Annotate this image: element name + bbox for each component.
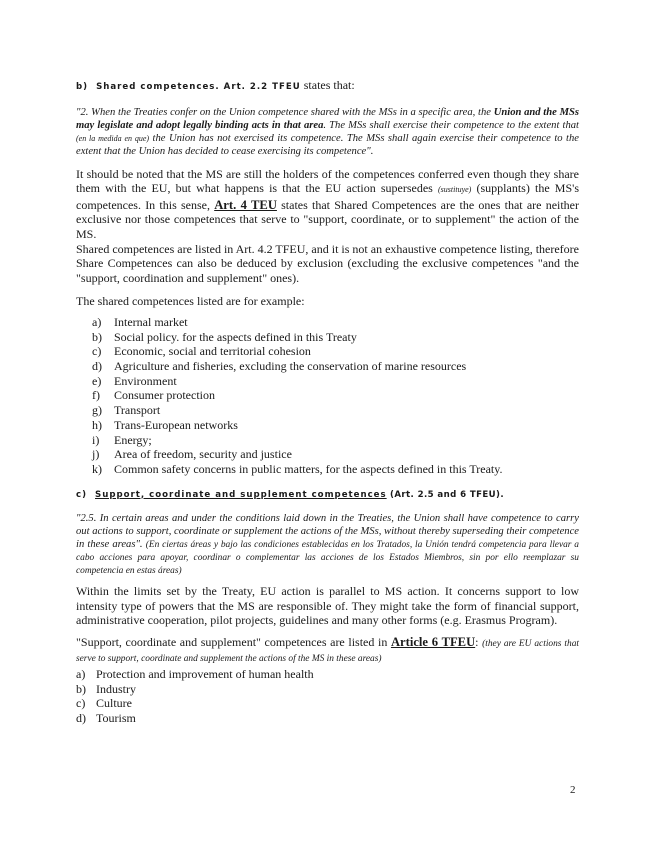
section-c-marker: c) — [76, 489, 88, 500]
list-marker: c) — [76, 696, 86, 711]
paragraph-article-6 — [76, 635, 579, 665]
section-c-tail: (Art. 2.5 and 6 TFEU). — [386, 489, 505, 500]
list-item-text: Protection and improvement of human health — [96, 667, 314, 682]
quote-c-spanish: (En ciertas áreas y bajo las condiciones establecidas en los Tratados, la Unión tendrá competencia para llevar a cabo acciones para apoyar, coordinar o complementar las acciones de los Estados Miembros, sin por ello reemplazar su competencia en estas áreas) — [76, 540, 579, 577]
list-marker: h) — [92, 417, 102, 432]
quote-b-aside: (en la medida en que) — [76, 133, 150, 143]
para4-colon: : — [475, 635, 483, 650]
section-c-title: Support, coordinate and supplement competences — [95, 489, 387, 500]
shared-competence-item — [92, 315, 579, 330]
quote-b-part1: "2. When the Treaties confer on the Union competence shared with the MSs in a specific area, the — [76, 106, 494, 118]
support-competence-item — [76, 667, 579, 682]
list-marker: b) — [92, 329, 102, 344]
list-marker: c) — [92, 344, 102, 359]
list-item-text: Internal market — [114, 314, 188, 329]
para4-text1: "Support, coordinate and supplement" competences are listed in — [76, 635, 391, 650]
list-marker: a) — [76, 667, 86, 682]
quote-c-main: "2.5. In certain areas and under the conditions laid down in the Treaties, the Union shall have competence to carry out actions to support, coordinate or supplement the actions of the MSs, without thereby superseding their competence in these areas". — [76, 513, 579, 551]
support-competence-item — [76, 682, 579, 697]
para4-aside: (they are EU actions that serve to support, coordinate and supplement the actions of the MS in these areas) — [76, 639, 579, 665]
shared-competence-item — [92, 344, 579, 359]
shared-competence-item — [92, 447, 579, 462]
list-item-text: Economic, social and territorial cohesion — [114, 344, 311, 359]
list-marker: g) — [92, 403, 102, 418]
section-b-marker: b) — [76, 82, 89, 92]
list-item-text: Area of freedom, security and justice — [114, 447, 292, 462]
page-number: 2 — [570, 784, 576, 796]
list-marker: b) — [76, 681, 86, 696]
support-competence-item — [76, 696, 579, 711]
quote-b-part3: the Union has not exercised its competence. The MSs shall again exercise their competence to the extent that the Union has decided to cease exercising its competence". — [76, 132, 579, 157]
list-item-text: Industry — [96, 681, 136, 696]
list-item-text: Transport — [114, 403, 161, 418]
list-item-text: Tourism — [96, 711, 136, 726]
shared-competence-item — [92, 388, 579, 403]
list-item-text: Consumer protection — [114, 388, 215, 403]
list-marker: f) — [92, 388, 100, 403]
list-item-text: Trans-European networks — [114, 417, 238, 432]
paragraph-shared-listed: Shared competences are listed in Art. 4.2 TFEU, and it is not an exhaustive competence listing, therefore Share Competences can also be deduced by exclusion (excluding the exclusive competences "and the "support, coordination and supplement" ones). — [76, 241, 579, 285]
list-item-text: Energy; — [114, 432, 152, 447]
section-c-heading — [76, 488, 579, 503]
list-item-text: Agriculture and fisheries, excluding the conservation of marine resources — [114, 359, 467, 374]
quote-b-part2: . The MSs shall exercise their competence to the extent that — [323, 119, 579, 131]
shared-list-intro: The shared competences listed are for example: — [76, 294, 305, 309]
para1-aside: (sustituye) — [438, 185, 472, 195]
page-content — [76, 70, 579, 726]
list-item-text: Common safety concerns in public matters, for the aspects defined in this Treaty. — [114, 461, 503, 476]
para1-text2: (supplants) the MS's competences. In this sense, — [76, 181, 579, 212]
list-marker: d) — [76, 711, 86, 726]
section-b-suffix: states that: — [300, 78, 355, 92]
quote-art-2-2 — [76, 106, 579, 158]
shared-competence-item — [92, 359, 579, 374]
list-marker: i) — [92, 432, 100, 447]
shared-competence-item — [92, 433, 579, 448]
list-marker: a) — [92, 314, 102, 329]
shared-competence-item — [92, 418, 579, 433]
shared-competence-item — [92, 330, 579, 345]
para1-text3: states that Shared Competences are the ones that are neither exclusive nor those competences that serve to "support, coordinate, or to supplement" the action of the MS. — [76, 197, 580, 241]
para1-text1: It should be noted that the MS are still the holders of the competences conferred even though they share them with the EU, but what happens is that the EU action supersedes — [76, 166, 579, 196]
shared-competence-item — [92, 462, 579, 477]
list-item-text: Culture — [96, 696, 132, 711]
shared-competence-item — [92, 374, 579, 389]
section-b-title: Shared competences. Art. 2.2 TFEU — [96, 82, 301, 92]
list-item-text: Environment — [114, 373, 177, 388]
paragraph-parallel-action: Within the limits set by the Treaty, EU action is parallel to MS action. It concerns support to low intensity type of powers that the MS are responsible of. They might take the form of financial support, administrative cooperation, pilot projects, guidelines and many other forms (e.g. Erasmus Program). — [76, 584, 579, 628]
art-4-teu-link[interactable]: Art. 4 TEU — [214, 197, 277, 212]
quote-b-emphasis: Union and the MSs may legislate and adopt legally binding acts in that area — [76, 106, 580, 131]
paragraph-ms-holders — [76, 167, 579, 242]
list-marker: e) — [92, 373, 102, 388]
list-marker: j) — [92, 447, 100, 462]
section-b-heading — [76, 78, 579, 95]
list-item-text: Social policy. for the aspects defined in this Treaty — [114, 329, 357, 344]
shared-competences-list — [76, 315, 579, 477]
list-marker: d) — [92, 359, 102, 374]
list-marker: k) — [92, 461, 102, 476]
quote-art-2-5 — [76, 512, 579, 577]
support-competence-item — [76, 711, 579, 726]
shared-competence-item — [92, 403, 579, 418]
article-6-tfeu-link[interactable]: Article 6 TFEU — [390, 635, 476, 650]
support-competences-list — [76, 667, 579, 726]
